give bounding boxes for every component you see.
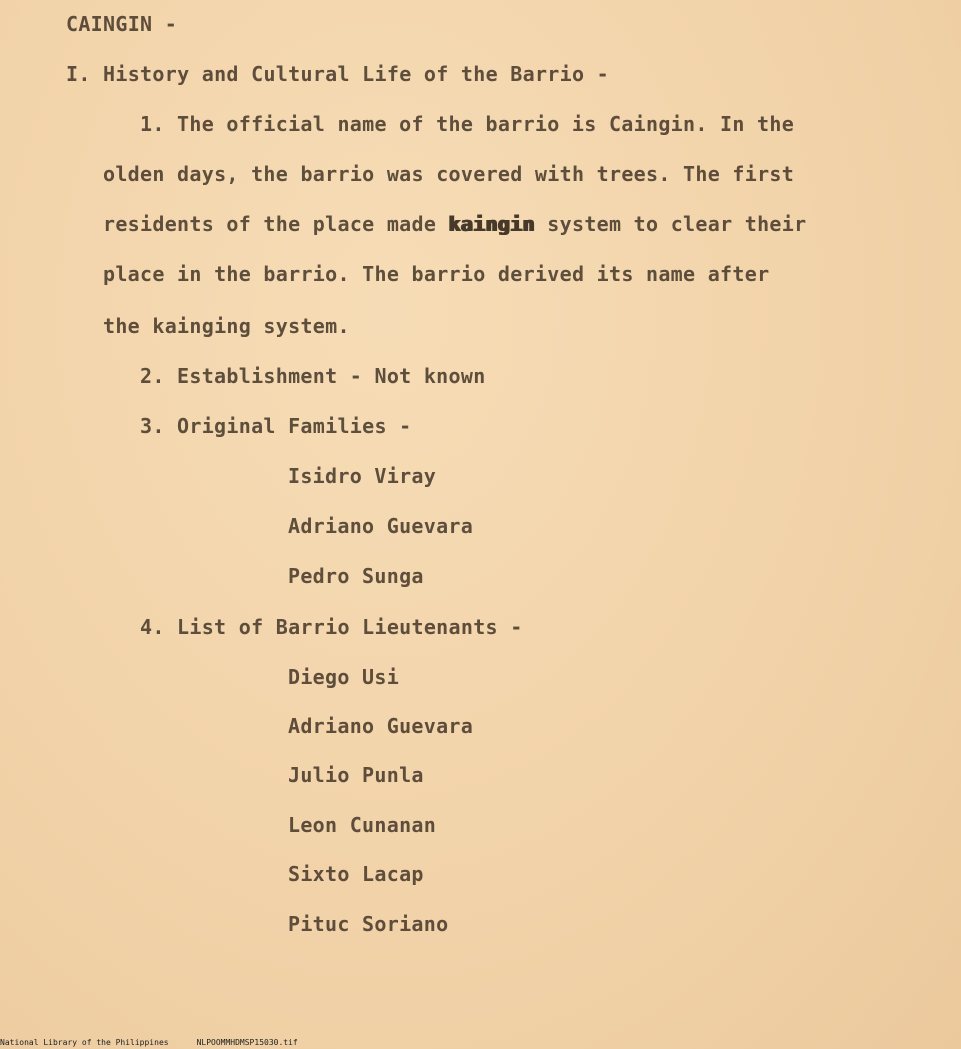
paragraph-line-3 [103, 212, 806, 236]
lieutenant-name: Diego Usi [288, 665, 400, 689]
item-establishment: 2. Establishment - Not known [140, 364, 486, 388]
lieutenant-name: Pituc Soriano [288, 912, 449, 936]
lieutenant-name: Julio Punla [288, 763, 424, 787]
family-name: Isidro Viray [288, 464, 437, 488]
footer-filename: NLPOOMMHDMSP15030.tif [196, 1038, 298, 1047]
item-original-families: 3. Original Families - [140, 414, 412, 438]
footer-source: National Library of the Philippines [0, 1038, 169, 1047]
section-title: I. History and Cultural Life of the Barrio - [66, 62, 610, 86]
scan-footer [0, 1038, 298, 1047]
family-name: Pedro Sunga [288, 564, 424, 588]
barrio-heading: CAINGIN - [66, 12, 178, 36]
paragraph-line-1: 1. The official name of the barrio is Caingin. In the [140, 112, 795, 136]
family-name: Adriano Guevara [288, 514, 474, 538]
paragraph-line-4: place in the barrio. The barrio derived its name after [103, 262, 770, 286]
lieutenant-name: Adriano Guevara [288, 714, 474, 738]
overtyped-word: kaingin [448, 212, 535, 236]
paragraph-line-5: the kainging system. [103, 314, 350, 338]
lieutenant-name: Sixto Lacap [288, 862, 424, 886]
item-barrio-lieutenants: 4. List of Barrio Lieutenants - [140, 615, 523, 639]
paragraph-line-3-start: residents of the place made [103, 212, 449, 236]
paragraph-line-2: olden days, the barrio was covered with trees. The first [103, 162, 795, 186]
lieutenant-name: Leon Cunanan [288, 813, 437, 837]
paragraph-line-3-end: system to clear their [534, 212, 807, 236]
